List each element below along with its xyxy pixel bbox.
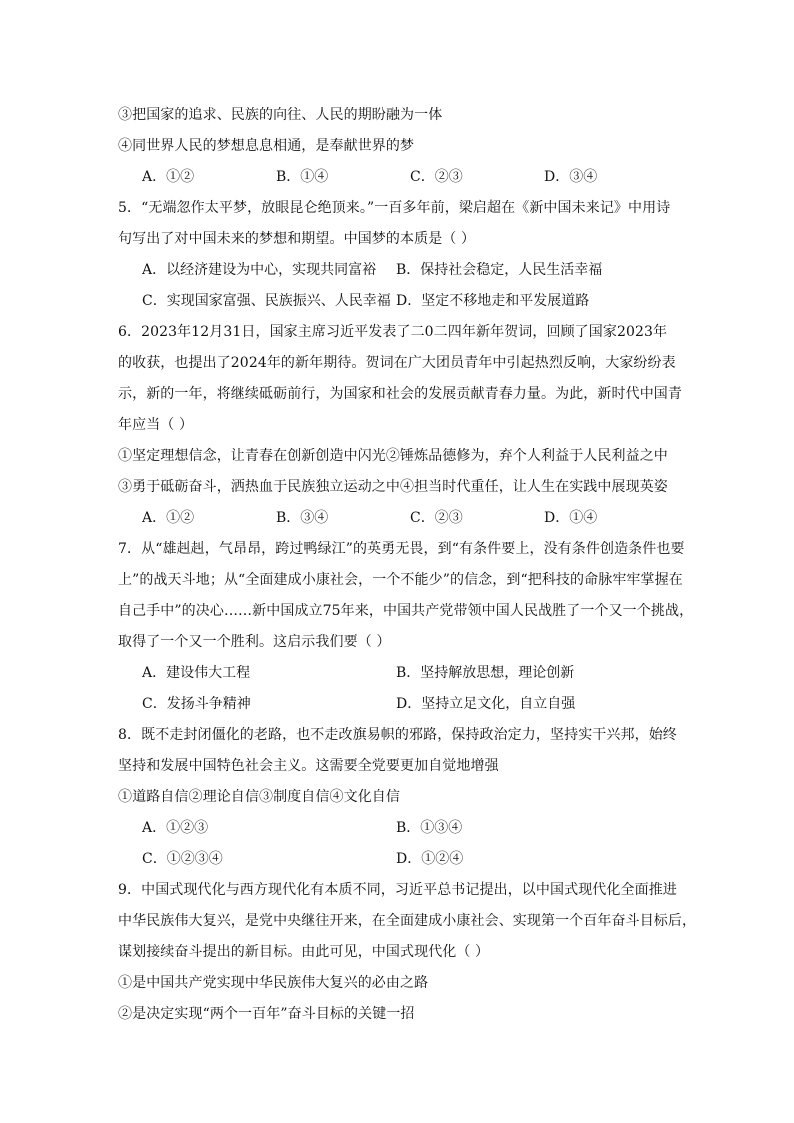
q5-option-b: B．保持社会稳定，人民生活幸福: [396, 262, 603, 278]
q4-option-a: A．①②: [142, 169, 195, 185]
q5-option-c: C．实现国家富强、民族振兴、人民幸福: [142, 293, 391, 309]
q6-stem-line: 示，新的一年，将继续砥砺前行，为国家和社会的发展贡献青春力量。为此，新时代中国青: [118, 386, 682, 402]
q6-option-d: D．①④: [544, 510, 598, 526]
q8-stem-line: 坚持和发展中国特色社会主义。这需要全党要更加自觉地增强: [118, 758, 499, 774]
q8-options-row: [118, 844, 678, 875]
q7-options-row: [118, 689, 678, 720]
q7-option-a: A．建设伟大工程: [142, 665, 251, 681]
q4-option-c: C．②③: [410, 169, 463, 185]
q7-option-b: B．坚持解放思想，理论创新: [396, 665, 575, 681]
exam-page: [118, 100, 697, 1030]
q9-statement-line: ②是决定实现“两个一百年”奋斗目标的关键一招: [118, 1006, 415, 1022]
q5-stem-line: 句写出了对中国未来的梦想和期望。中国梦的本质是（ ）: [118, 231, 476, 247]
q6-stem-line: 年应当（ ）: [118, 417, 194, 433]
q5-options-row: [118, 255, 678, 286]
q8-option-c: C．①②③④: [142, 851, 223, 867]
q6-statement-line: ①坚定理想信念，让青春在创新创造中闪光②锤炼品德修为，弃个人利益于人民利益之中: [118, 448, 668, 464]
q6-options: [118, 503, 678, 534]
q6-option-c: C．②③: [410, 510, 463, 526]
q7-option-d: D．坚持立足文化，自立自强: [396, 696, 576, 712]
q7-options-row: [118, 658, 678, 689]
q7-stem-line: 7．从“雄赳赳，气昂昂，跨过鸭绿江”的英勇无畏，到“有条件要上，没有条件创造条件也要: [118, 541, 685, 557]
q7-stem-line: 取得了一个又一个胜利。这启示我们要（ ）: [118, 634, 391, 650]
q8-options-row: [118, 813, 678, 844]
q5-option-a: A．以经济建设为中心，实现共同富裕: [142, 262, 377, 278]
q8-stem-line: 8．既不走封闭僵化的老路，也不走改旗易帜的邪路，保持政治定力，坚持实干兴邦，始终: [118, 727, 677, 743]
q7-option-c: C．发扬斗争精神: [142, 696, 251, 712]
q4-option-d: D．③④: [544, 169, 598, 185]
q4-option-b: B．①④: [276, 169, 329, 185]
q8-option-b: B．①③④: [396, 820, 463, 836]
q6-option-a: A．①②: [142, 510, 195, 526]
statement-3: ③把国家的追求、民族的向往、人民的期盼融为一体: [118, 107, 443, 123]
q6-stem-line: 6．2023年12月31日，国家主席习近平发表了二0二四年新年贺词，回顾了国家2023年: [118, 324, 668, 340]
q5-stem-line: 5．“无端忽作太平梦，放眼昆仑绝顶来。”一百多年前，梁启超在《新中国未来记》中用诗: [118, 200, 671, 216]
q8-option-d: D．①②④: [396, 851, 464, 867]
q9-stem-line: 中华民族伟大复兴，是党中央继往开来，在全面建成小康社会、实现第一个百年奋斗目标后，: [118, 913, 697, 929]
q6-stem-line: 的收获，也提出了2024年的新年期待。贺词在广大团员青年中引起热烈反响，大家纷纷表: [118, 355, 676, 371]
q8-option-a: A．①②③: [142, 820, 209, 836]
q9-stem-line: 谋划接续奋斗提出的新目标。由此可见，中国式现代化（ ）: [118, 944, 490, 960]
q6-option-b: B．③④: [276, 510, 329, 526]
q5-options-row: [118, 286, 678, 317]
q9-stem-line: 9．中国式现代化与西方现代化有本质不同，习近平总书记提出，以中国式现代化全面推进: [118, 882, 677, 898]
q4-options: [118, 162, 678, 193]
q6-statement-line: ③勇于砥砺奋斗，洒热血于民族独立运动之中④担当时代重任，让人生在实践中展现英姿: [118, 479, 668, 495]
statement-4: ④同世界人民的梦想息息相通，是奉献世界的梦: [118, 138, 415, 154]
q7-stem-line: 自己手中”的决心……新中国成立75年来，中国共产党带领中国人民战胜了一个又一个挑战，: [118, 603, 694, 619]
q7-stem-line: 上”的战天斗地；从“全面建成小康社会，一个不能少”的信念，到“把科技的命脉牢牢掌握在: [118, 572, 683, 588]
q9-statement-line: ①是中国共产党实现中华民族伟大复兴的必由之路: [118, 975, 429, 991]
q8-statement-line: ①道路自信②理论自信③制度自信④文化自信: [118, 789, 400, 805]
q5-option-d: D．坚定不移地走和平发展道路: [396, 293, 590, 309]
